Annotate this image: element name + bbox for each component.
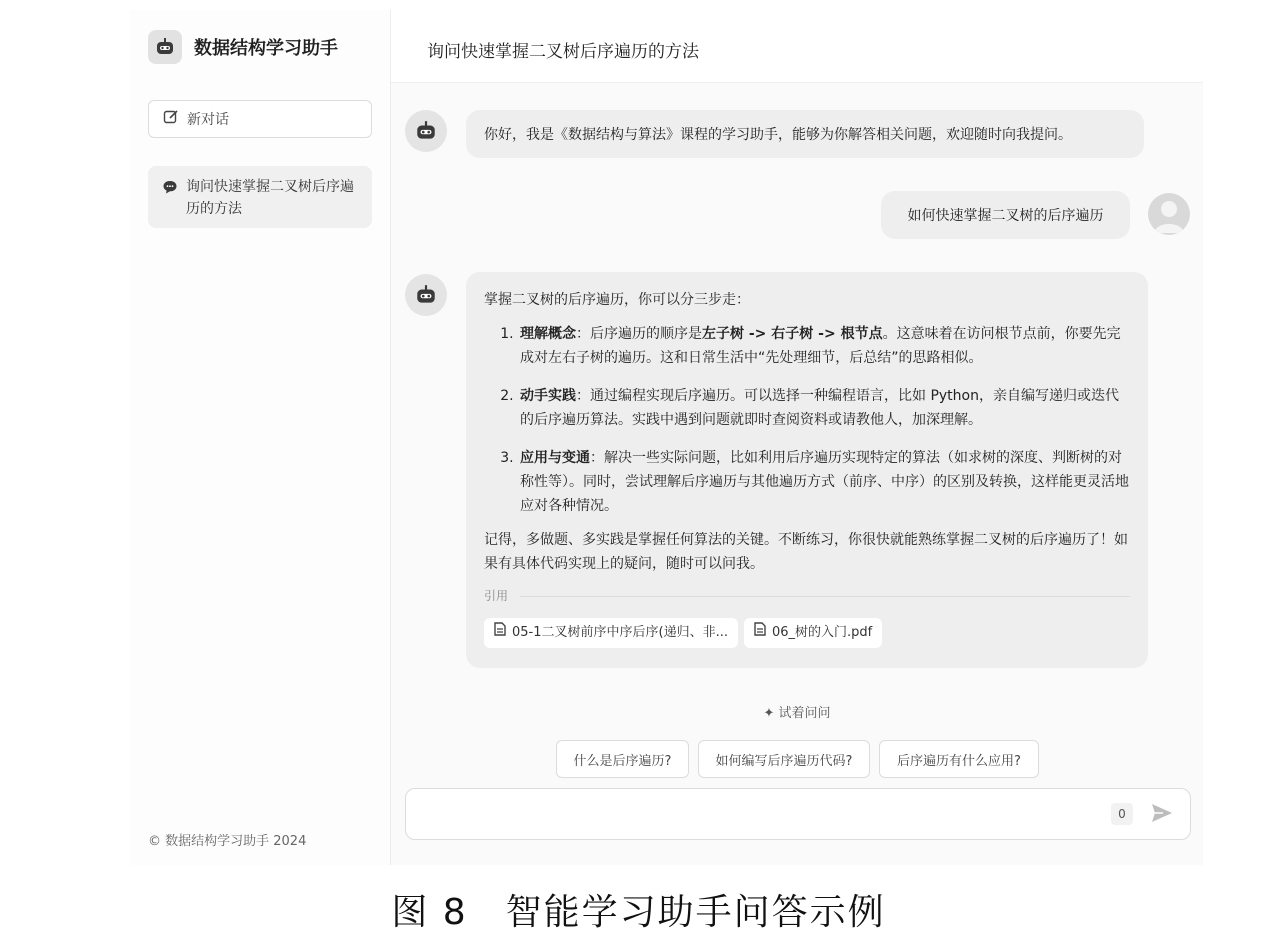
reference-divider xyxy=(520,596,1130,597)
step-title: 动手实践 xyxy=(520,388,576,404)
chat-panel xyxy=(391,10,1203,865)
robot-icon xyxy=(405,110,447,152)
edit-icon xyxy=(163,109,179,129)
reference-file[interactable] xyxy=(744,618,882,648)
figure-caption: 图 8 智能学习助手问答示例 xyxy=(391,892,886,933)
chat-header xyxy=(391,10,1203,83)
assistant-answer-message xyxy=(466,272,1148,668)
file-icon xyxy=(754,621,766,645)
reference-file-name: 06_树的入门.pdf xyxy=(771,625,873,640)
sidebar xyxy=(130,10,391,865)
step-bold: 左子树 -> 右子树 -> 根节点 xyxy=(702,326,883,342)
brand xyxy=(148,30,338,64)
step-title: 理解概念 xyxy=(520,326,576,342)
suggestions-label: ✦ 试着问问 xyxy=(763,706,831,721)
answer-step xyxy=(518,446,1130,518)
char-counter: 0 xyxy=(1111,803,1133,825)
user-avatar-icon xyxy=(1148,193,1190,235)
step-title: 应用与变通 xyxy=(520,450,590,466)
suggestion-button[interactable]: 什么是后序遍历? xyxy=(556,740,689,778)
step-text: 后序遍历的顺序是 xyxy=(590,326,702,342)
reference-file[interactable] xyxy=(484,618,738,648)
history-item-label: 询问快速掌握二叉树后序遍历的方法 xyxy=(186,179,354,217)
step-text: 通过编程实现后序遍历。可以选择一种编程语言，比如 Python，亲自编写递归或迭代的后序遍历算法。实践中遇到问题就即时查阅资料或请教他人，加深理解。 xyxy=(520,388,1119,428)
assistant-greeting-message: 你好，我是《数据结构与算法》课程的学习助手，能够为你解答相关问题，欢迎随时向我提问。 xyxy=(466,110,1144,158)
brand-title: 数据结构学习助手 xyxy=(194,38,338,59)
file-icon xyxy=(494,621,506,645)
reference-file-name: 05-1二叉树前序中序后序(递归、非... xyxy=(512,625,728,640)
new-chat-label: 新对话 xyxy=(187,112,229,128)
step-text: 解决一些实际问题，比如利用后序遍历实现特定的算法（如求树的深度、判断树的对称性等）。同时，尝试理解后序遍历与其他遍历方式（前序、中序）的区别及转换，这样能更灵活地应对各种情况。 xyxy=(520,450,1129,514)
send-icon[interactable] xyxy=(1150,801,1174,829)
robot-icon xyxy=(148,30,182,64)
answer-conclusion: 记得，多做题、多实践是掌握任何算法的关键。不断练习，你很快就能熟练掌握二叉树的后序遍历了！如果有具体代码实现上的疑问，随时可以问我。 xyxy=(484,532,1128,572)
user-message: 如何快速掌握二叉树的后序遍历 xyxy=(881,191,1130,239)
suggestion-button[interactable]: 如何编写后序遍历代码? xyxy=(698,740,870,778)
robot-icon xyxy=(405,274,447,316)
history-item[interactable] xyxy=(148,166,372,228)
chat-title: 询问快速掌握二叉树后序遍历的方法 xyxy=(427,42,699,62)
app-window xyxy=(130,10,1203,865)
reference-label: 引用 xyxy=(484,589,509,603)
step-sep: ： xyxy=(576,388,590,404)
answer-steps xyxy=(484,322,1130,518)
answer-step xyxy=(518,322,1130,370)
reference-header xyxy=(484,584,1130,608)
copyright: © 数据结构学习助手 2024 xyxy=(148,834,307,849)
answer-step xyxy=(518,384,1130,432)
message-input[interactable] xyxy=(405,788,1191,840)
answer-intro: 掌握二叉树的后序遍历，你可以分三步走： xyxy=(484,292,750,308)
new-chat-button[interactable] xyxy=(148,100,372,138)
chat-bubble-icon xyxy=(162,179,178,202)
reference-list xyxy=(484,618,1130,648)
step-sep: ： xyxy=(576,326,590,342)
suggestion-button[interactable]: 后序遍历有什么应用? xyxy=(879,740,1039,778)
step-text: 。这意味着在访问根节点前，你要先完成对左右子树的遍历。这和日常生活中“先处理细节，后总结”的思路相似。 xyxy=(520,326,1121,366)
step-sep: ： xyxy=(590,450,604,466)
